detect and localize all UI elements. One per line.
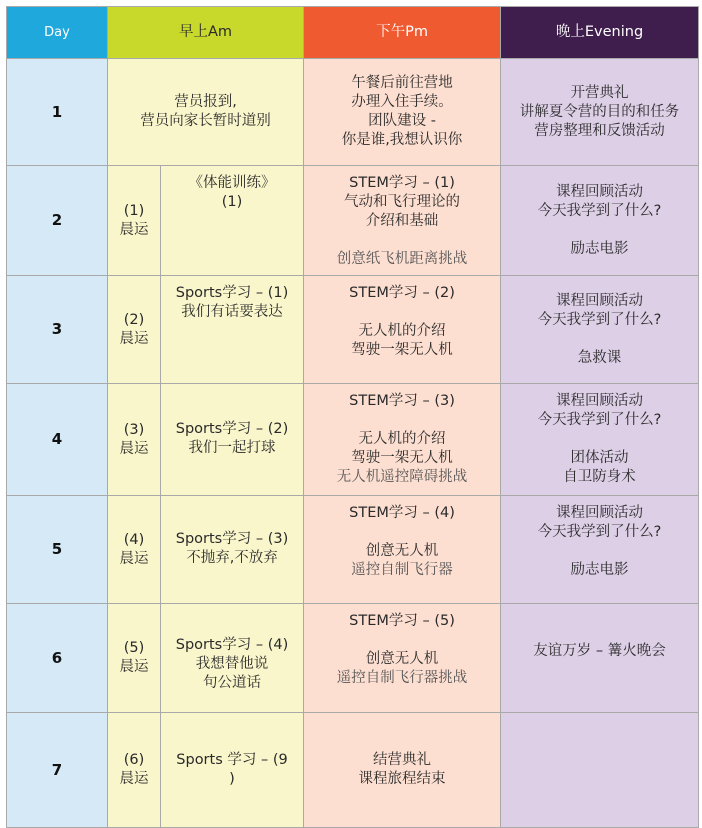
pm-spacer — [308, 523, 496, 542]
evening-line: 开营典礼 — [570, 84, 629, 101]
pm-line: 遥控自制飞行器挑战 — [336, 670, 468, 686]
pm-cell — [304, 59, 501, 166]
day-number: 7 — [7, 713, 108, 828]
morning-run-label: 晨运 — [119, 440, 149, 457]
am-cell — [108, 59, 304, 166]
morning-run-index: (3) — [123, 421, 145, 438]
morning-run-label: 晨运 — [119, 221, 149, 238]
pm-line: 办理入住手续。 — [351, 94, 453, 110]
pm-line: 无人机的介绍 — [358, 431, 446, 447]
pm-cell — [304, 713, 501, 828]
evening-line: 自卫防身术 — [563, 469, 636, 485]
am-line: 营员报到, — [174, 94, 237, 110]
am-line: ) — [229, 771, 235, 787]
morning-run-index: (1) — [123, 202, 145, 219]
header-pm: 下午Pm — [304, 7, 501, 59]
evening-spacer — [505, 542, 694, 561]
evening-cell — [501, 59, 699, 166]
morning-run-cell — [108, 604, 161, 713]
day-number: 1 — [7, 59, 108, 166]
evening-line: 今天我学到了什么? — [537, 311, 662, 328]
am-cell — [161, 496, 304, 604]
pm-cell — [304, 276, 501, 384]
day-number: 3 — [7, 276, 108, 384]
pm-spacer — [308, 411, 496, 430]
header-row — [7, 7, 699, 59]
morning-run-label: 晨运 — [119, 330, 149, 347]
pm-line: 气动和飞行理论的 — [344, 194, 461, 210]
pm-cell — [304, 496, 501, 604]
evening-cell — [501, 713, 699, 828]
am-line: 我想替他说 — [195, 656, 269, 672]
table-row — [7, 276, 699, 384]
morning-run-label: 晨运 — [119, 659, 149, 675]
day-number: 2 — [7, 166, 108, 276]
evening-line: 课程回顾活动 — [556, 292, 644, 309]
evening-line: 励志电影 — [570, 240, 629, 257]
evening-spacer — [505, 430, 694, 449]
pm-cell — [304, 166, 501, 276]
evening-line: 讲解夏令营的目的和任务 — [519, 103, 680, 120]
morning-run-label: 晨运 — [119, 550, 149, 567]
pm-spacer — [308, 303, 496, 322]
morning-run-index: (4) — [123, 531, 145, 548]
evening-cell — [501, 166, 699, 276]
evening-cell — [501, 604, 699, 713]
evening-line: 励志电影 — [570, 562, 629, 578]
pm-cell — [304, 604, 501, 713]
morning-run-label: 晨运 — [119, 771, 149, 787]
pm-line: 无人机遥控障碍挑战 — [336, 469, 468, 485]
am-line: Sports学习 – (1) — [175, 285, 289, 301]
morning-run-cell — [108, 166, 161, 276]
pm-cell — [304, 384, 501, 496]
evening-cell — [501, 276, 699, 384]
pm-line: 驾驶一架无人机 — [351, 342, 453, 358]
am-line: 我们有话要表达 — [181, 304, 283, 320]
table-row — [7, 384, 699, 496]
pm-line: 介绍和基础 — [365, 213, 439, 229]
pm-line: 结营典礼 — [373, 752, 432, 768]
am-line: Sports学习 – (3) — [175, 531, 289, 547]
evening-line: 营房整理和反馈活动 — [534, 122, 665, 139]
day-number: 4 — [7, 384, 108, 496]
pm-line: STEM学习 – (4) — [349, 505, 455, 521]
table-row — [7, 604, 699, 713]
evening-spacer — [505, 221, 694, 240]
am-line: Sports 学习 – (9 — [176, 752, 288, 768]
pm-spacer — [308, 631, 496, 650]
evening-line: 今天我学到了什么? — [537, 412, 662, 428]
am-line: (1) — [221, 194, 243, 210]
evening-line: 课程回顾活动 — [556, 183, 644, 200]
pm-line: STEM学习 – (2) — [349, 285, 455, 301]
table-row — [7, 713, 699, 828]
am-cell — [161, 384, 304, 496]
table-row — [7, 496, 699, 604]
evening-line: 今天我学到了什么? — [537, 202, 662, 219]
am-line: 句公道话 — [203, 675, 261, 691]
day-number: 6 — [7, 604, 108, 713]
pm-line: STEM学习 – (1) — [349, 175, 455, 191]
evening-line: 今天我学到了什么? — [537, 524, 662, 540]
evening-spacer — [505, 330, 694, 349]
pm-line: 团队建设 - — [368, 113, 436, 129]
evening-line: 课程回顾活动 — [556, 505, 644, 521]
pm-line: 你是谁,我想认识你 — [341, 132, 463, 148]
evening-line: 团体活动 — [570, 450, 629, 466]
pm-line: 无人机的介绍 — [358, 323, 446, 339]
morning-run-index: (2) — [123, 311, 145, 328]
pm-line: 创意纸飞机距离挑战 — [336, 251, 468, 267]
day-number: 5 — [7, 496, 108, 604]
morning-run-cell — [108, 496, 161, 604]
header-evening: 晚上Evening — [501, 7, 699, 59]
pm-line: 创意无人机 — [365, 651, 439, 667]
pm-line: 创意无人机 — [365, 543, 439, 559]
pm-spacer — [308, 231, 496, 250]
pm-line: 遥控自制飞行器 — [351, 562, 453, 578]
evening-line: 课程回顾活动 — [556, 393, 644, 409]
morning-run-index: (6) — [123, 752, 145, 768]
morning-run-cell — [108, 713, 161, 828]
am-cell — [161, 713, 304, 828]
am-line: 不抛弃,不放弃 — [186, 550, 278, 566]
am-line: 营员向家长暂时道别 — [140, 113, 271, 129]
am-cell — [161, 276, 304, 384]
evening-cell — [501, 384, 699, 496]
header-day: Day — [7, 7, 108, 59]
evening-line: 友谊万岁 – 篝火晚会 — [533, 643, 666, 659]
table-row — [7, 166, 699, 276]
am-line: Sports学习 – (4) — [175, 637, 289, 653]
table-row — [7, 59, 699, 166]
morning-run-cell — [108, 384, 161, 496]
am-line: 我们一起打球 — [188, 440, 276, 456]
evening-line: 急救课 — [577, 349, 622, 366]
am-line: 《体能训练》 — [188, 175, 276, 191]
pm-line: 午餐后前往营地 — [351, 75, 453, 91]
evening-cell — [501, 496, 699, 604]
header-am: 早上Am — [108, 7, 304, 59]
morning-run-cell — [108, 276, 161, 384]
pm-line: 课程旅程结束 — [358, 771, 446, 787]
morning-run-index: (5) — [123, 640, 145, 656]
pm-line: STEM学习 – (5) — [349, 613, 455, 629]
pm-line: STEM学习 – (3) — [349, 393, 455, 409]
am-cell — [161, 166, 304, 276]
camp-schedule-table — [6, 6, 699, 828]
am-cell — [161, 604, 304, 713]
am-line: Sports学习 – (2) — [175, 421, 289, 437]
pm-line: 驾驶一架无人机 — [351, 450, 453, 466]
